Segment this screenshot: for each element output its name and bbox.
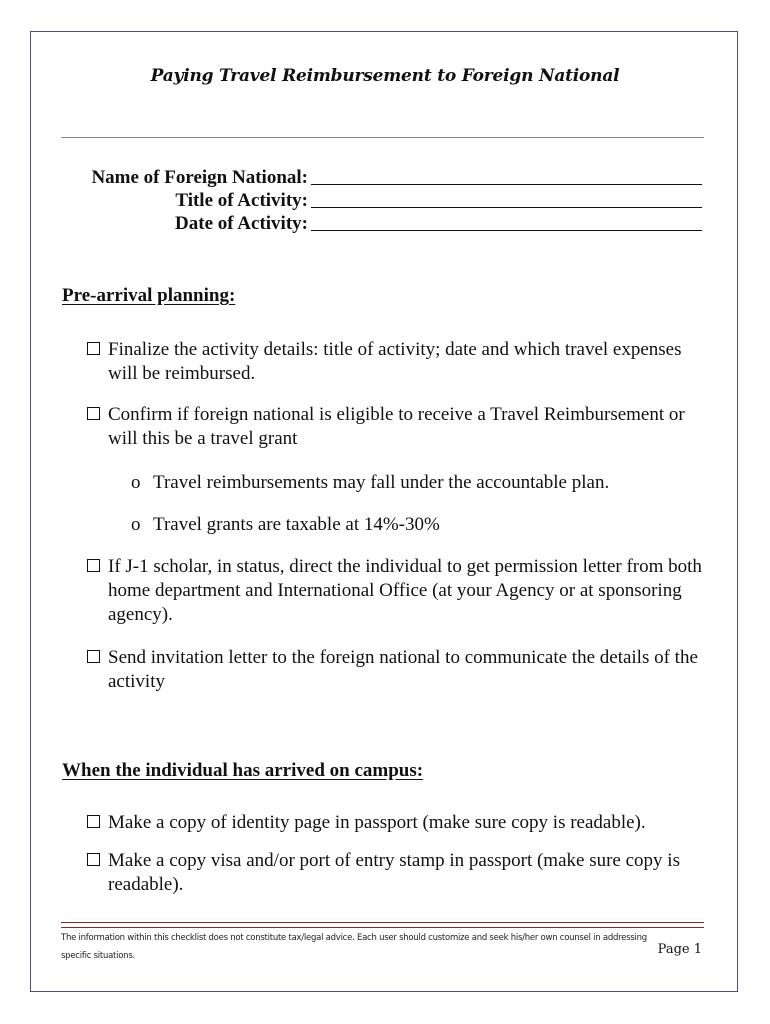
checklist-item [87,646,707,694]
checkbox[interactable] [87,342,100,355]
sub-list-item [131,471,609,495]
checklist-item [87,849,707,897]
checklist-item-text: Make a copy visa and/or port of entry stamp in passport (make sure copy is readable). [108,850,680,895]
field-foreign-national-name[interactable] [0,166,770,190]
field-label: Date of Activity: [175,213,308,234]
footer-disclaimer-line: specific situations. [61,951,135,961]
checkbox[interactable] [87,559,100,572]
checklist-item [87,338,707,386]
field-label: Name of Foreign National: [91,167,308,188]
title-divider [61,137,704,138]
footer-disclaimer [61,929,701,965]
checklist-item-text: Make a copy of identity page in passport (make sure copy is readable). [108,812,646,833]
sub-list-item [131,513,440,537]
section-heading-arrived: When the individual has arrived on campus: [62,760,424,781]
checklist-item [87,811,707,835]
checkbox[interactable] [87,853,100,866]
blank-line[interactable] [311,230,702,231]
field-activity-title[interactable] [0,189,770,213]
checklist-item-text: Send invitation letter to the foreign national to communicate the details of the activity [108,647,698,692]
checklist-item-text: If J-1 scholar, in status, direct the individual to get permission letter from both home department and International Office (at your Agency or at sponsoring agency). [108,556,702,625]
bullet-icon: o [131,472,141,493]
blank-line[interactable] [311,207,702,208]
section-heading-pre-arrival: Pre-arrival planning: [62,285,236,306]
checklist-item [87,403,707,451]
sub-list-item-text: Travel grants are taxable at 14%-30% [153,514,440,535]
document-title: Paying Travel Reimbursement to Foreign National [150,66,620,86]
blank-line[interactable] [311,184,702,185]
field-activity-date[interactable] [0,212,770,236]
field-label: Title of Activity: [175,190,308,211]
sub-list-item-text: Travel reimbursements may fall under the accountable plan. [153,472,610,493]
checkbox[interactable] [87,407,100,420]
checklist-item [87,555,707,627]
checklist-item-text: Confirm if foreign national is eligible to receive a Travel Reimbursement or will this be a travel grant [108,404,685,449]
checkbox[interactable] [87,650,100,663]
footer-divider [61,922,704,928]
checklist-item-text: Finalize the activity details: title of activity; date and which travel expenses will be reimbursed. [108,339,682,384]
checkbox[interactable] [87,815,100,828]
page-number: Page 1 [657,942,702,957]
footer-disclaimer-line: The information within this checklist does not constitute tax/legal advice. Each user should customize and seek his/her own counsel in addressing [61,933,647,943]
bullet-icon: o [131,514,141,535]
